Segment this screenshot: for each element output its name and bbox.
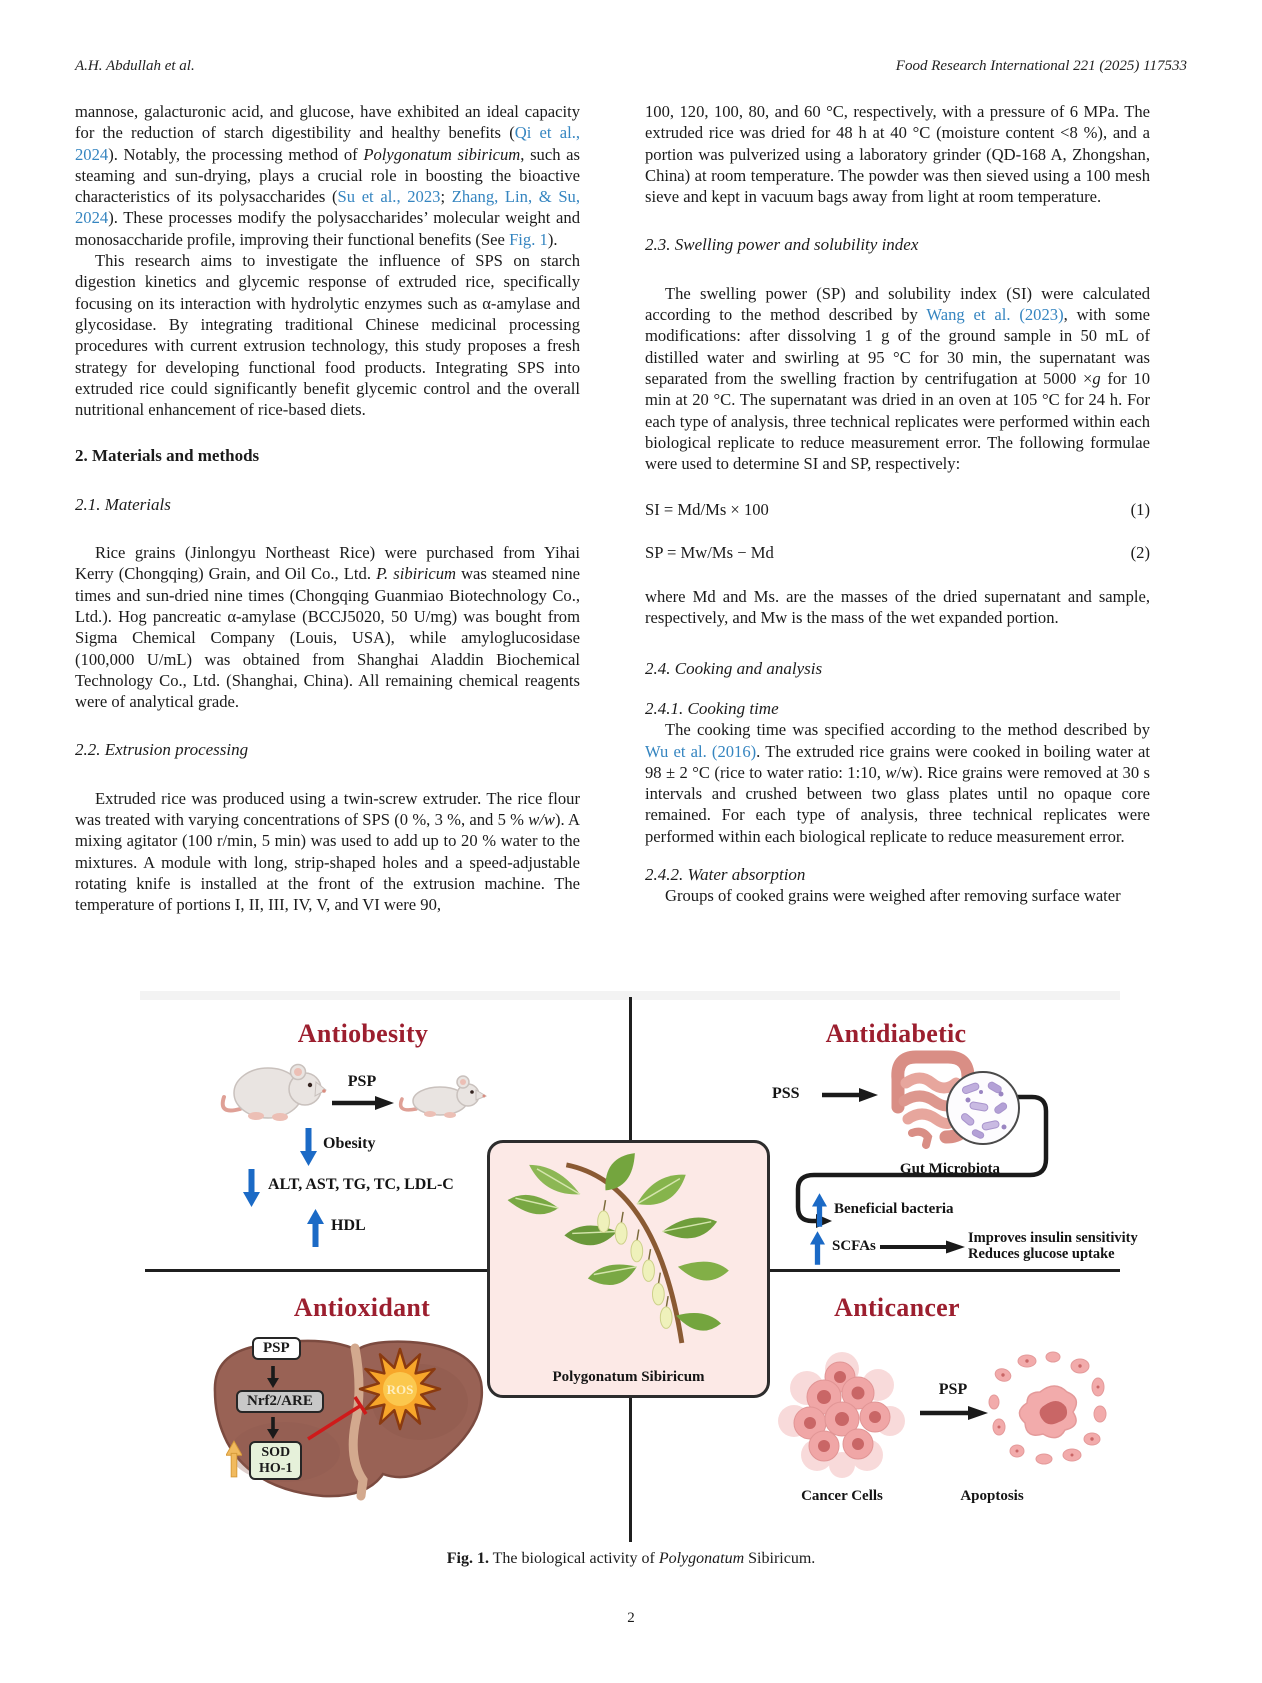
ros-label: ROS bbox=[386, 1382, 414, 1397]
slim-mouse-icon bbox=[398, 1069, 490, 1119]
page-header bbox=[75, 58, 1187, 75]
figure-caption: Fig. 1. The biological activity of Polygonatum Sibiricum. bbox=[446, 1550, 816, 1567]
subsection-heading-materials: 2.1. Materials bbox=[75, 494, 171, 514]
subsection-heading-extrusion: 2.2. Extrusion processing bbox=[75, 740, 249, 760]
citation-link[interactable]: Zhang, Lin, & Su, 2024 bbox=[75, 187, 580, 228]
scfas-label: SCFAs bbox=[832, 1238, 876, 1254]
inhibition-line bbox=[306, 1393, 376, 1443]
page-number: 2 bbox=[627, 1610, 635, 1626]
gut-microbiota-label: Gut Microbiota bbox=[899, 1161, 1001, 1177]
antiobesity-psp-label: PSP bbox=[347, 1073, 377, 1090]
equation-formula: SP = Mw/Ms − Md bbox=[645, 542, 774, 562]
citation-link[interactable]: Fig. 1 bbox=[509, 229, 548, 249]
up-arrow-icon bbox=[812, 1193, 827, 1227]
beneficial-bacteria-label: Beneficial bacteria bbox=[834, 1201, 954, 1217]
paragraph: The swelling power (SP) and solubility index (SI) were calculated according to the method described by Wang et al. (2023), with some modifications: after dissolving 1 g of the ground sample in 50 mL of distilled water and swirling at 95 °C for 30 min, the supernatant was separated from the swelling fraction by centrifugation at 5000 ×g for 10 min at 20 °C. The supernatant was dried in an oven at 105 °C for 24 h. For each type of analysis, three technical replicates were performed within each biological replicate to reduce measurement error. The following formulae were used to determine SI and SP, respectively: bbox=[645, 283, 1150, 474]
down-arrow-icon bbox=[266, 1417, 280, 1439]
paragraph: where Md and Ms. are the masses of the dried supernatant and sample, respectively, and Mw is the mass of the wet expanded portion. bbox=[645, 587, 1150, 628]
paragraph: mannose, galacturonic acid, and glucose, have exhibited an ideal capacity for the reduction of starch digestibility and healthy benefits (Qi et al., 2024). Notably, the processing method of Polygonatum sibiricum, such as steaming and sun-drying, plays a crucial role in boosting the bioactive characteristics of its polysaccharides (Su et al., 2023; Zhang, Lin, & Su, 2024). These processes modify the polysaccharides’ molecular weight and monosaccharide profile, improving their functional benefits (See Fig. 1). bbox=[75, 102, 581, 249]
polygonatum-plant-icon bbox=[490, 1147, 767, 1359]
subsection-heading-cooking: 2.4. Cooking and analysis bbox=[645, 658, 823, 678]
right-arrow-icon bbox=[330, 1095, 394, 1111]
insulin-sensitivity-label: Improves insulin sensitivity bbox=[968, 1230, 1138, 1246]
citation-link[interactable]: Qi et al., 2024 bbox=[75, 123, 581, 164]
up-arrow-icon bbox=[307, 1209, 324, 1247]
down-arrow-icon bbox=[266, 1366, 280, 1388]
right-column bbox=[645, 101, 1150, 907]
apoptosis-label: Apoptosis bbox=[960, 1488, 1024, 1504]
cancer-cells-label: Cancer Cells bbox=[801, 1488, 883, 1504]
anticancer-title: Anticancer bbox=[834, 1293, 960, 1322]
figure-1 bbox=[0, 985, 1262, 1683]
antiobesity-title: Antiobesity bbox=[297, 1019, 429, 1048]
ho1-label: HO-1 bbox=[259, 1460, 293, 1476]
right-arrow-icon bbox=[918, 1405, 988, 1421]
polygonatum-label: Polygonatum Sibiricum bbox=[552, 1369, 705, 1385]
gut-bacteria-magnifier-icon bbox=[944, 1069, 1022, 1147]
equation-1 bbox=[645, 499, 1150, 520]
hdl-label: HDL bbox=[331, 1217, 366, 1234]
paragraph: Groups of cooked grains were weighed after removing surface water bbox=[665, 886, 1121, 906]
cancer-cells-icon bbox=[772, 1343, 912, 1478]
subsection-heading-swelling: 2.3. Swelling power and solubility index bbox=[645, 235, 919, 255]
yellow-up-arrow-icon bbox=[226, 1440, 242, 1478]
paragraph: This research aims to investigate the influence of SPS on starch digestion kinetics and glycemic response of extruded rice, specifically focusing on its interaction with hydrolytic enzymes such as α-amylase and glycosidase. By integrating traditional Chinese medicinal processing procedures with current extrusion technology, this study proposes a fresh strategy for developing functional food products. Integrating SPS into extruded rice could significantly benefit glycemic control and the overall nutritional enhancement of rice-based diets. bbox=[75, 251, 580, 420]
glucose-uptake-label: Reduces glucose uptake bbox=[968, 1246, 1115, 1263]
psp-box: PSP bbox=[252, 1337, 301, 1360]
equation-number: (2) bbox=[1130, 542, 1150, 562]
section-heading-materials-methods: 2. Materials and methods bbox=[75, 446, 260, 466]
sod-label: SOD bbox=[261, 1445, 291, 1460]
subsubsection-heading-cooking-time: 2.4.1. Cooking time bbox=[645, 698, 779, 718]
fat-mouse-icon bbox=[218, 1053, 328, 1123]
citation-link[interactable]: Wang et al. (2023) bbox=[926, 305, 1064, 325]
nrf2-are-box: Nrf2/ARE bbox=[236, 1390, 324, 1413]
apoptosis-cells-icon bbox=[985, 1347, 1110, 1469]
equation-2 bbox=[645, 542, 1150, 563]
paragraph: 100, 120, 100, 80, and 60 °C, respectively, with a pressure of 6 MPa. The extruded rice was dried for 48 h at 40 °C (moisture content <8 %), and a portion was pulverized using a laboratory grinder (QD-168 A, Zhongshan, China) at room temperature. The powder was then sieved using a 100 mesh sieve and kept in vacuum bags away from light at room temperature. bbox=[645, 102, 1150, 207]
citation-link[interactable]: Wu et al. (2016) bbox=[645, 741, 757, 761]
paragraph: Extruded rice was produced using a twin-screw extruder. The rice flour was treated with varying concentrations of SPS (0 %, 3 %, and 5 % w/w). A mixing agitator (100 r/min, 5 min) was used to add up to 20 % water to the mixtures. A module with long, strip-shaped holes and a speed-adjustable rotating knife is installed at the front of the extrusion machine. The temperature of portions I, II, III, IV, V, and VI were 90, bbox=[75, 788, 581, 915]
citation-link[interactable]: Su et al., 2023 bbox=[337, 187, 441, 207]
antidiabetic-title: Antidiabetic bbox=[825, 1019, 967, 1048]
paragraph: Rice grains (Jinlongyu Northeast Rice) were purchased from Yihai Kerry (Chongqing) Grain, and Oil Co., Ltd. P. sibiricum was steamed nine times and sun-dried nine times (Chongqing Guanmiao Biotechnology Co., Ltd.). Hog pancreatic α-amylase (BCCJ5020, 50 U/mg) was bought from Sigma Chemical Company (Louis, USA), while amyloglucosidase (100,000 U/mL) was obtained from Shanghai Aladdin Biochemical Technology Co., Ltd. (Shanghai, China). All remaining chemical reagents were of analytical grade. bbox=[75, 543, 580, 712]
polygonatum-center-box bbox=[487, 1140, 770, 1398]
right-arrow-icon bbox=[880, 1240, 965, 1254]
liver-markers-label: ALT, AST, TG, TC, LDL-C bbox=[268, 1176, 454, 1193]
left-column bbox=[75, 101, 580, 916]
equation-formula: SI = Md/Ms × 100 bbox=[645, 500, 769, 520]
up-arrow-icon bbox=[810, 1231, 825, 1265]
antioxidant-title: Antioxidant bbox=[293, 1293, 431, 1322]
down-arrow-icon bbox=[300, 1128, 317, 1166]
equation-number: (1) bbox=[1130, 500, 1150, 520]
paragraph: The cooking time was specified according to the method described by Wu et al. (2016). The extruded rice grains were cooked in boiling water at 98 ± 2 °C (rice to water ratio: 1:10, w/w). Rice grains were removed at 30 s intervals and crushed between two glass plates until no opaque core remained. For each type of analysis, three technical replicates were performed within each biological replicate to reduce measurement error. bbox=[645, 720, 1150, 846]
subsubsection-heading-water-absorption: 2.4.2. Water absorption bbox=[645, 865, 806, 885]
sod-ho1-box bbox=[249, 1441, 302, 1480]
down-arrow-icon bbox=[243, 1169, 260, 1207]
obesity-label: Obesity bbox=[323, 1135, 376, 1152]
pss-label: PSS bbox=[772, 1085, 800, 1102]
running-authors: A.H. Abdullah et al. bbox=[75, 58, 195, 74]
anticancer-psp-label: PSP bbox=[938, 1381, 968, 1398]
journal-reference: Food Research International 221 (2025) 117533 bbox=[895, 58, 1187, 74]
